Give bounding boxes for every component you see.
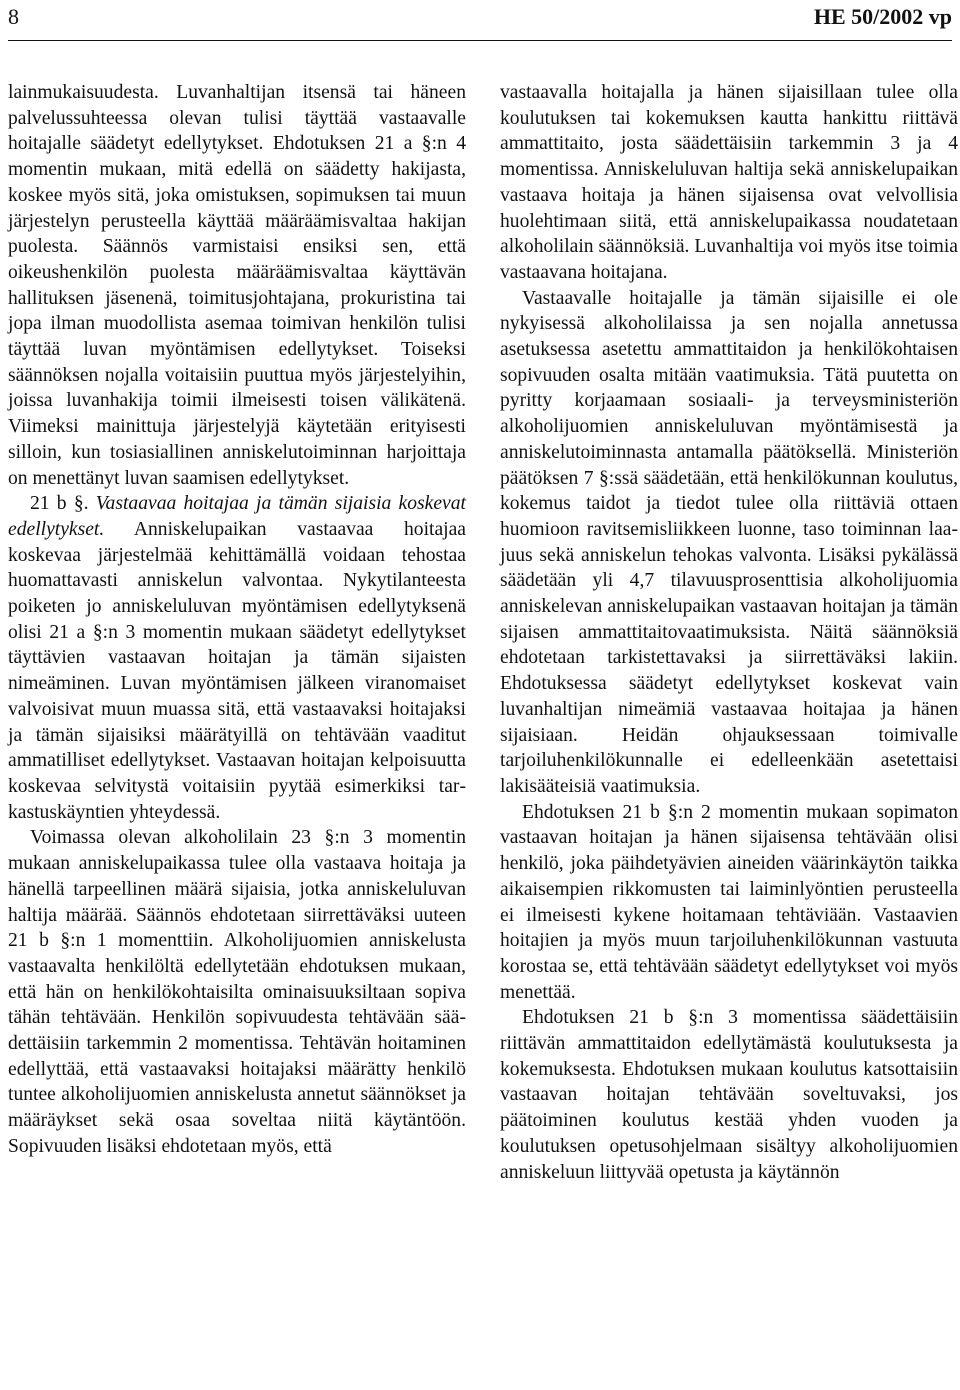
paragraph: Ehdotuksen 21 b §:n 2 momentin mukaan sopimaton vastaavan hoitajan ja hänen sijaisensa tehtävään olisi henkilö, joka päihdetyävien aineiden väärinkäytön taikka aikaisempien rikkomusten tai laiminlyöntien perusteella ei ilmeisesti kykene hoitamaan tehtäviään. Vastaavien hoitajien ja myös muun tarjoiluhenkilökunnan vastuuta korostaa se, että tehtävään säädetyt edellytykset voi myös menettää. (500, 801, 958, 1003)
section-body: Anniskelupaikan vastaavaa hoitajaa koskevaa järjestelmää kehittämällä voidaan tehostaa huomattavasti anniskelun valvontaa. Nykytilanteesta poiketen jo anniskeluluvan myöntämisen edellytyksenä olisi 21 a §:n 3 momentin mukaan säädetyt edellytykset täyttävien vastaavan hoitajan ja tämän sijaisten nimeäminen. Luvan myöntämisen jälkeen viranomaiset valvoisivat muun muassa sitä, että vastaavaksi hoitajaksi ja tämän sijaisiksi määrätyillä on tehtävään vaaditut ammatilliset edellytykset. Vastaavan hoitajan kelpoisuutta koskevaa selvitystä voitaisiin pyytää esimerkiksi tarkastuskäyntien yhteydessä. (8, 518, 466, 823)
paragraph: lainmukaisuudesta. Luvanhaltijan itsensä tai häneen palvelussuhteessa olevan tulisi täyttää vastaavalle hoitajalle säädetyt edellytykset. Ehdotuksen 21 a §:n 4 momentin mukaan, mitä edellä on säädetty hakijasta, koskee myös sitä, joka omistuksen, sopimuksen tai muun järjestelyn perusteella käyttää määräämisvaltaa hakijan puolesta. Säännös varmistaisi ensiksi sen, että oikeushenkilön puolesta määräämisvaltaa käyttävän hallituksen jäsenenä, toimitusjohtajana, prokuristina tai jopa ilman muodollista asemaa toimivan henkilön tulisi täyttää luvan myöntämisen edellytykset. Toiseksi säännöksen nojalla voitaisiin puuttua myös järjestelyihin, joissa luvanhakija toimii ilmeisesti toisen välikätenä. Viimeksi mainittuja järjestelyjä käytetään erityisesti silloin, kun tosiasiallinen anniskelutoiminnan harjoittaja on menettänyt luvan saamisen edellytykset. (8, 82, 466, 489)
paragraph: Voimassa olevan alkoholilain 23 §:n 3 momentin mukaan anniskelupaikassa tulee olla vastaava hoitaja ja hänellä tarpeellinen määrä sijaisia, jotka anniskeluluvan haltija määrää. Säännös ehdotetaan siirrettäväksi uuteen 21 b §:n 1 momenttiin. Alkoholijuomien anniskelusta vastaavalta henkilöltä edellytetään ehdotuksen mukaan, että hän on henkilökohtaisilta ominaisuuksiltaan sopiva tähän tehtävään. Henkilön sopivuudesta tehtävään säädettäisiin tarkemmin 2 momentissa. Tehtävän hoitaminen edellyttää, että vastaavaksi hoitajaksi määrätty henkilö tuntee alkoholijuomien anniskelusta annetut säännökset ja määräykset sekä osaa soveltaa niitä käytäntöön. Sopivuuden lisäksi ehdotetaan myös, että (8, 827, 466, 1157)
right-column (500, 80, 958, 1185)
page-header (8, 2, 952, 36)
left-column (8, 80, 466, 1160)
section-number: 21 b §. (30, 493, 89, 515)
page-number: 8 (8, 4, 19, 29)
paragraph: Vastaavalle hoitajalle ja tämän sijaisille ei ole nykyisessä alkoholilaissa ja sen nojalla annetussa asetuksessa asetettu ammattitaidon ja henkilökohtaisen sopivuuden osalta mitään vaatimuksia. Tätä puutetta on pyritty korjaamaan sosiaali- ja terveysministeriön alkoholijuomien anniskeluluvan myöntämisestä ja anniskelutoiminnasta antamalla päätöksellä. Ministeriön päätöksen 7 §:ssä säädetään, että henkilökunnan koulutus, kokemus taidot ja tiedot tulee olla riittäviä ottaen huomioon ravitsemisliikkeen luonne, taso toiminnan laajuus sekä anniskelun tehokas valvonta. Lisäksi pykälässä säädetään yli 4,7 tilavuusprosenttisia alkoholijuomia anniskelevan anniskelupaikan vastaavan hoitajan ja tämän sijaisen ammattitaitovaatimuksista. Näitä säännöksiä ehdotetaan tarkistettavaksi ja siirrettäväksi lakiin. Ehdotuksessa säädetyt edellytykset koskevat vain luvanhaltijan nimeämiä vastaavaa hoitajaa ja hänen sijaisiaan. Heidän ohjauksessaan toimivalle tarjoiluhenkilökunnalle ei edelleenkään asetettaisi lakisääteisiä vaatimuksia. (500, 287, 958, 797)
document-id: HE 50/2002 vp (813, 4, 952, 29)
section-title: Vastaavaa hoitajaa ja tämän sijaisia koskevat edellytykset. (8, 493, 466, 540)
paragraph: Ehdotuksen 21 b §:n 3 momentissa säädettäisiin riittävän ammattitaidon edellytämästä koulutuksesta ja kokemuksesta. Ehdotuksen mukaan koulutus katsottaisiin vastaavan hoitajan tehtävään soveltuvaksi, jos päätoiminen koulutus kestää yhden vuoden ja koulutuksen opetusohjelmaan sisältyy alkoholijuomien anniskeluun liittyvää opetusta ja käytännön (500, 1007, 958, 1183)
section-paragraph (8, 491, 466, 825)
header-rule (8, 40, 952, 41)
paragraph: vastaavalla hoitajalla ja hänen sijaisillaan tulee olla koulutuksen tai kokemuksen kautta hankittu riittävä ammattitaito, josta säädettäisiin tarkemmin 3 ja 4 momentissa. Anniskeluluvan haltija sekä anniskelupaikan vastaava hoitaja ja hänen sijaisensa ovat velvollisia huolehtimaan siitä, että anniskelupaikassa noudatetaan alkoholilain säännöksiä. Luvanhaltija voi myös itse toimia vastaavana hoitajana. (500, 82, 958, 283)
